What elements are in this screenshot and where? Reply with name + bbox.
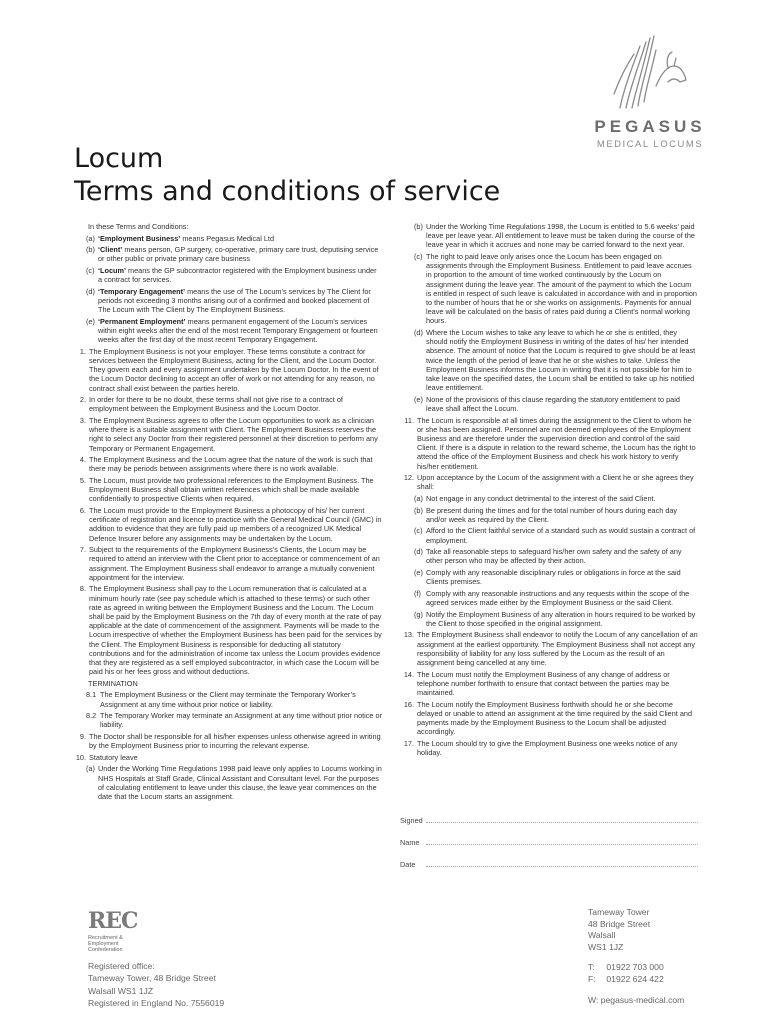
clause-body: means permanent engagement of the Locum’s services within eight weeks after the end of the most recent Temporary Engagement or fourteen weeks after the first day of the most recent Temporary Engagement.: [98, 316, 378, 345]
clause-text: [414, 589, 698, 607]
clause-body: The Employment Business shall endeavor to notify the Locum of any cancellation of an assignment at the earliest opportunity. The Employment Business shall not accept any responsibility of liability for any loss suffered by the Locum as the result of an assignment being cancelled at any time.: [417, 630, 698, 668]
clause-body: The Locum notify the Employment Business forthwith should he or she become delayed or unable to attend an assignment at the time required by the said Client and payments made by the Employment Business to the Locum shall be adjusted accordingly.: [417, 699, 693, 737]
clause-body: None of the provisions of this clause regarding the statutory entitlement to paid leave shall affect the Locum.: [426, 394, 680, 414]
clause-body: Where the Locum wishes to take any leave to which he or she is entitled, they should notify the Employment Business in writing of the dates of his/ her intended absence. The amount of notice that the Locum is required to give should be at least twice the length of the period of leave that he or she wishes to take. Unless the Employment Business informs the Locum in writing that it is not possible for him to take leave on the specified dates, the Locum shall be entitled to take up his notified leave entitlement.: [426, 328, 696, 393]
clause-number: (c): [414, 252, 423, 261]
left-terms-column: [70, 222, 382, 804]
clause-body: The Employment Business is not your employer. These terms constitute a contract for services between the Employment Business, acting for the Client, and the Locum Doctor. They govern each and every assignment undertaken by the Locum Doctor. In the event of the Locum Doctor declining to accept an offer of work or not attending for any reason, no contract shall exist between the parties hereto.: [89, 346, 379, 393]
clause-right_column-4: [398, 416, 698, 471]
clause-number: 14.: [403, 669, 414, 679]
registered-number: Registered in England No. 7556019: [88, 997, 225, 1008]
clause-left_column-0: [70, 222, 382, 231]
clause-text: [414, 526, 698, 544]
clause-right_column-15: [398, 700, 698, 737]
website-row: [588, 995, 684, 1005]
clause-left_column-5: [70, 317, 382, 345]
clause-right_column-10: [398, 568, 698, 586]
contact-numbers: [588, 962, 664, 985]
date-field[interactable]: [400, 860, 698, 869]
clause-body: means the use of The Locum’s services by The Client for periods not exceeding 3 months arising out of a confirmed and booked placement of The Locum with The Client by The Employment Business.: [98, 286, 371, 315]
clause-body: In order for there to be no doubt, these terms shall not give rise to a contract of employment between the Employment Business and the Locum Doctor.: [89, 395, 343, 414]
title-line-1: Locum: [74, 143, 164, 174]
clause-number: (b): [86, 245, 95, 255]
clause-left_column-8: [70, 416, 382, 453]
clause-body: The Employment Business shall pay to the Locum remuneration that is calculated at a minimum hourly rate (see pay schedule which is attached to these terms) or such other rate as agreed in writing between the Employment Business and the Locum. The Locum shall be paid by the Employment Business on the 7th day of every month at the rate of pay applicable at the date of commencement of the assignment. Payments will be made to the Locum irrespective of whether the Employment Business has been paid for the services by the Client. The Employment Business is responsible for deducting all statutory contributions and for the administration of income tax unless the Locum provides evidence that they are registered as a self employed subcontractor, in which case the Locum will be paid his or her fees gross and without deductions.: [89, 584, 382, 677]
clause-body: The Locum must provide to the Employment Business a photocopy of his/ her current certificate of registration and licence to practice with the General Medical Council (GMC) in addition to evidence that they are fully paid up members of a recognized UK Medical Defence Insurer before any assignments may be undertaken by the Locum.: [89, 505, 382, 543]
rec-text: Recruitment & Employment Confederation: [88, 935, 123, 954]
clause-number: 17.: [403, 738, 414, 748]
clause-number: (a): [86, 233, 95, 243]
clause-right_column-0: [398, 222, 698, 250]
clause-text: [414, 416, 698, 471]
clause-body: The right to paid leave only arises once the Locum has been engaged on assignments through the Employment Business. Entitlement to paid leave accrues in proportion to the amount of time worked continuously by the Locum on assignment during the leave year. The amount of the payment to which the Locum is entitled in respect of such leave is calculated in accordance with and in proportion to the number of hours that he or she works on assignments. Payments for annual leave will be calculated on the basis of rates paid during a Client’s normal working hours.: [426, 252, 697, 326]
clause-right_column-2: [398, 328, 698, 392]
clause-text: [86, 245, 382, 263]
clause-body: Notify the Employment Business of any alteration in hours required to be worked by the Client to those specified in the original assignment.: [426, 609, 696, 628]
right-terms-column: [398, 222, 698, 760]
clause-body: The Employment Business or the Client may terminate the Temporary Worker’s Assignment at any time without prior notice or liability.: [100, 690, 356, 709]
rec-mark: REC: [88, 908, 138, 934]
registered-office-label: Registered office:: [88, 961, 155, 971]
clause-left_column-11: [70, 506, 382, 543]
clause-number: 10.: [75, 752, 86, 762]
clause-text: [86, 455, 382, 473]
clause-body: Upon acceptance by the Locum of the assignment with a Client he or she agrees they shall:: [417, 473, 694, 492]
clause-text: [86, 753, 382, 762]
clause-number: (b): [414, 505, 423, 515]
clause-body: The Employment Business agrees to offer the Locum opportunities to work as a clinician where there is a suitable assignment with Client. The Employment Business reserves the right to select any Doctor from their registered personnel at their discretion to perform any Temporary or Permanent Engagement.: [89, 415, 378, 453]
clause-text: [86, 395, 382, 413]
clause-left_column-7: [70, 395, 382, 413]
clause-body: Comply with any reasonable disciplinary rules or obligations in force at the said Clients premises.: [426, 568, 681, 587]
clause-text: [414, 568, 698, 586]
rec-logo: [88, 908, 148, 954]
name-label: Name: [400, 838, 420, 847]
clause-right_column-3: [398, 395, 698, 413]
clause-text: [88, 222, 188, 231]
pegasus-logo: [570, 28, 730, 150]
company-address: [588, 907, 650, 953]
clause-body: Subject to the requirements of the Employment Business’s Clients, the Locum may be required to attend an interview with the Client prior to acceptance or commencement of an assignment. The Employment Business shall endeavor to arrange a mutually convenient appointment for the interview.: [89, 545, 380, 582]
clause-left_column-16: [70, 711, 382, 729]
clause-text: [414, 547, 698, 565]
clause-body: In these Terms and Conditions:: [88, 222, 189, 231]
clause-right_column-6: [398, 494, 698, 503]
date-line: [426, 866, 698, 867]
clause-number: 4.: [79, 455, 86, 465]
clause-body: The Locum must notify the Employment Business of any change of address or telephone number forthwith to ensure that contact between the parties may be maintained.: [417, 669, 670, 698]
clause-left_column-14: [70, 679, 382, 688]
clause-body: means Pegasus Medical Ltd: [180, 233, 275, 243]
clause-left_column-3: [70, 266, 382, 284]
clause-right_column-12: [398, 610, 698, 628]
clause-body: TERMINATION: [88, 678, 138, 688]
clause-right_column-1: [398, 252, 698, 326]
name-line: [426, 844, 698, 845]
clause-text: [86, 506, 382, 543]
clause-number: 9.: [79, 732, 86, 741]
clause-left_column-2: [70, 245, 382, 263]
clause-left_column-6: [70, 347, 382, 393]
address-line-3: Walsall: [588, 930, 616, 941]
clause-number: 5.: [79, 475, 86, 485]
defined-term: ‘Client’: [98, 245, 123, 255]
clause-number: (c): [414, 526, 423, 536]
clause-number: (e): [414, 568, 423, 578]
clause-text: [86, 416, 382, 453]
clause-left_column-15: [70, 690, 382, 708]
clause-number: (c): [86, 265, 95, 275]
clause-body: Under the Working Time Regulations 1998, the Locum is entitled to 5.6 weeks’ paid leave per leave year. All entitlement to leave must be taken during the course of the leave year in which it accrues and none may be carried forward to the next year.: [426, 222, 695, 250]
clause-text: [86, 317, 382, 345]
clause-text: [86, 690, 382, 708]
clause-number: (b): [414, 222, 423, 231]
clause-text: [414, 494, 698, 503]
clause-number: 16.: [403, 699, 414, 709]
phone-number[interactable]: 01922 703 000: [606, 962, 664, 972]
clause-number: 8.1: [86, 690, 97, 700]
clause-body: The Employment Business and the Locum agree that the nature of the work is such that there may be periods between assignments where there is no work available.: [89, 455, 373, 474]
clause-body: Comply with any reasonable instructions and any requests within the scope of the agreed services made either by the Employment Business or the said Client.: [426, 588, 690, 608]
clause-left_column-18: [70, 753, 382, 762]
registered-address: Tameway Tower, 48 Bridge Street: [88, 973, 216, 984]
clause-text: [86, 476, 382, 504]
address-line-2: 48 Bridge Street: [588, 918, 651, 929]
registered-town: Walsall WS1 1JZ: [88, 985, 154, 996]
clause-body: Be present during the times and for the total number of hours during each day and/or week as required by the Client.: [426, 505, 678, 524]
clause-number: 1.: [79, 346, 86, 356]
clause-left_column-13: [70, 584, 382, 676]
clause-text: [414, 700, 698, 737]
clause-number: 8.: [79, 584, 86, 594]
clause-text: [414, 630, 698, 667]
clause-text: [86, 266, 382, 284]
registered-office: [88, 960, 224, 1009]
signed-line: [426, 822, 698, 823]
clause-number: (f): [414, 588, 421, 598]
defined-term: ‘Locum’: [98, 265, 126, 275]
clause-text: [86, 347, 382, 393]
clause-text: [86, 764, 382, 801]
clause-left_column-4: [70, 287, 382, 315]
clause-text: [86, 287, 382, 315]
clause-text: [86, 545, 382, 582]
clause-right_column-9: [398, 547, 698, 565]
clause-number: 12.: [403, 473, 414, 483]
clause-number: (d): [414, 328, 423, 338]
brand-name: PEGASUS: [594, 117, 706, 136]
clause-body: Under the Working Time Regulations 1998 paid leave only applies to Locums working in NHS Hospitals at Staff Grade, Clinical Assistant and Consultant level. For the purposes of calculating entitlement to leave under this clause, the leave year commences on the date that the Locum starts an assignment.: [98, 764, 382, 801]
clause-right_column-8: [398, 526, 698, 544]
clause-text: [414, 610, 698, 628]
clause-right_column-5: [398, 473, 698, 491]
clause-right_column-13: [398, 630, 698, 667]
clause-text: [414, 473, 698, 491]
clause-number: (d): [86, 286, 95, 296]
clause-number: 8.2: [86, 711, 97, 721]
website-link[interactable]: pegasus-medical.com: [600, 995, 685, 1005]
clause-number: 3.: [79, 415, 86, 425]
phone-label: T:: [588, 962, 595, 972]
fax-row: [588, 974, 664, 986]
name-field[interactable]: [400, 838, 698, 847]
date-label: Date: [400, 860, 416, 869]
clause-body: The Locum should try to give the Employment Business one weeks notice of any holiday.: [417, 738, 678, 758]
clause-text: [86, 234, 382, 243]
clause-number: (a): [414, 494, 423, 504]
clause-number: (e): [86, 316, 95, 326]
fax-number: 01922 624 422: [606, 973, 664, 984]
clause-right_column-11: [398, 589, 698, 607]
clause-number: 7.: [79, 545, 86, 555]
clause-body: The Locum, must provide two professional references to the Employment Business. The Employment Business shall obtain written references which shall be made available confidentially to prospective Clients when required.: [89, 475, 374, 504]
clause-text: [86, 732, 382, 750]
clause-body: means the GP subcontractor registered with the Employment business under a contract for services.: [98, 265, 377, 285]
clause-left_column-1: [70, 234, 382, 243]
clause-right_column-16: [398, 739, 698, 757]
address-line-4: WS1 1JZ: [588, 941, 624, 952]
clause-number: 2.: [79, 395, 86, 405]
defined-term: ‘Temporary Engagement’: [98, 286, 186, 296]
clause-left_column-9: [70, 455, 382, 473]
clause-body: The Temporary Worker may terminate an Assignment at any time without prior notice or liability.: [100, 711, 382, 730]
clause-number: (d): [414, 547, 423, 557]
clause-body: Take all reasonable steps to safeguard his/her own safety and the safety of any other person who may be affected by their action.: [426, 547, 682, 566]
clause-text: [88, 679, 138, 688]
web-label: W:: [588, 995, 599, 1005]
clause-text: [86, 711, 382, 729]
pegasus-horse-icon: [610, 28, 690, 113]
clause-left_column-12: [70, 545, 382, 582]
clause-number: (e): [414, 394, 423, 404]
clause-text: [414, 395, 698, 413]
clause-number: 6.: [79, 505, 86, 515]
clause-text: [414, 739, 698, 757]
defined-term: ‘Permanent Employment’: [98, 316, 186, 326]
clause-number: 11.: [404, 415, 414, 425]
clause-text: [414, 222, 698, 250]
page-title: [74, 142, 500, 208]
clause-number: (g): [414, 609, 423, 619]
signed-field[interactable]: [400, 816, 698, 825]
title-line-2: Terms and conditions of service: [74, 176, 501, 207]
clause-body: Statutory leave: [89, 752, 138, 762]
clause-body: Afford to the Client faithful service of a standard such as would sustain a contract of employment.: [426, 526, 696, 545]
clause-body: The Doctor shall be responsible for all his/her expenses unless otherwise agreed in writing by the Employment Business prior to incurring the relevant expense.: [89, 732, 381, 751]
clause-right_column-7: [398, 506, 698, 524]
signed-label: Signed: [400, 816, 423, 825]
defined-term: ‘Employment Business’: [98, 233, 181, 243]
brand-subtitle: MEDICAL LOCUMS: [596, 139, 704, 150]
clause-text: [414, 252, 698, 326]
clause-left_column-19: [70, 764, 382, 801]
address-line-1: Tameway Tower: [588, 907, 650, 917]
clause-left_column-17: [70, 732, 382, 750]
clause-number: 13.: [403, 630, 414, 640]
clause-number: (a): [86, 764, 95, 774]
clause-right_column-14: [398, 670, 698, 698]
phone-row: [588, 962, 664, 974]
clause-left_column-10: [70, 476, 382, 504]
clause-body: Not engage in any conduct detrimental to the interest of the said Client.: [426, 494, 656, 504]
clause-body: means person, GP surgery, co-operative, primary care trust, deputising service or other public or private primary care business: [98, 245, 379, 264]
clause-body: The Locum is responsible at all times during the assignment to the Client to whom he or she has been assigned. Personnel are not deemed employees of the Employment Business and are therefore under the supervision direction and control of the said Client. If there is a dispute in relation to the reward scheme, the Locum has the right to attend the office of the Employment Business and check his work history to verify his/her entitlement.: [417, 415, 696, 471]
fax-label: F:: [588, 973, 596, 984]
clause-text: [414, 328, 698, 392]
clause-text: [86, 584, 382, 676]
clause-text: [414, 506, 698, 524]
clause-text: [414, 670, 698, 698]
